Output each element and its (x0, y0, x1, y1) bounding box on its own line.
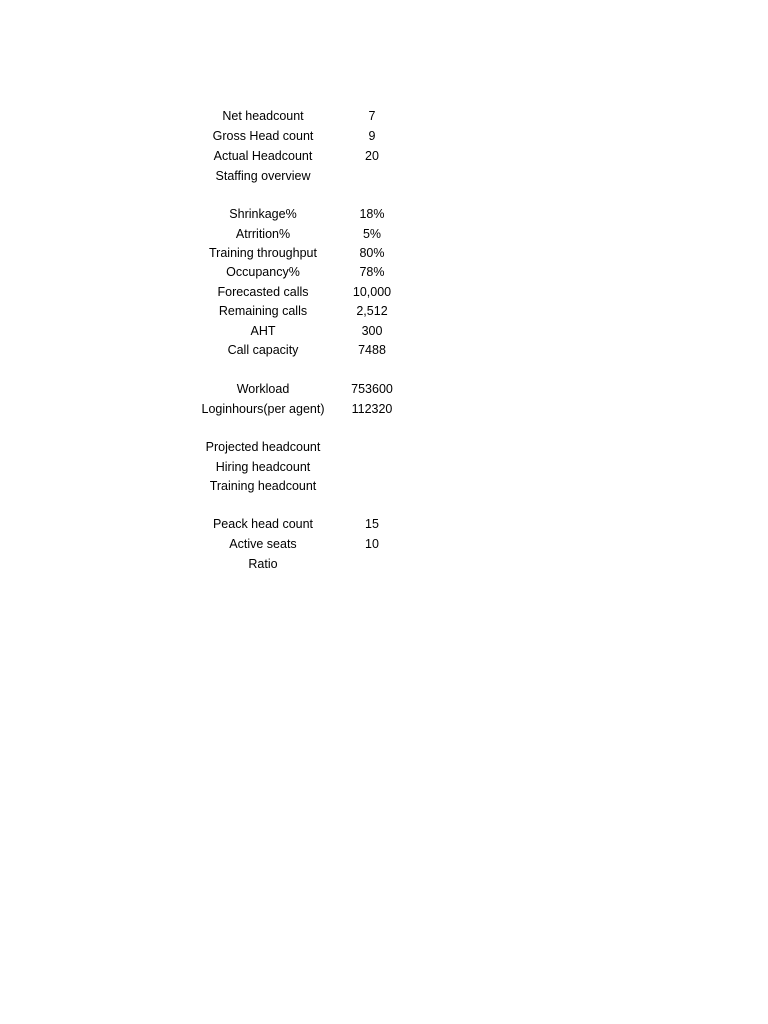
row-label: Staffing overview (215, 169, 311, 183)
row-actual-headcount (190, 146, 408, 166)
row-label: Training headcount (209, 479, 317, 493)
row-call-capacity (190, 340, 408, 360)
row-label: Peack head count (212, 517, 314, 531)
row-value: 10 (365, 537, 379, 551)
row-value: 80% (359, 246, 385, 260)
row-label: Projected headcount (205, 440, 321, 454)
row-value: 18% (359, 207, 385, 221)
row-value: 300 (361, 324, 383, 338)
row-label: Net headcount (222, 109, 304, 123)
row-label: Ratio (248, 557, 278, 571)
row-label: Occupancy% (226, 265, 300, 279)
row-label: Actual Headcount (213, 149, 313, 163)
row-label: Loginhours(per agent) (201, 402, 325, 416)
row-label: Atrrition% (235, 227, 291, 241)
row-value: 78% (359, 265, 385, 279)
row-label: Gross Head count (212, 129, 314, 143)
row-label: Training throughput (209, 246, 317, 260)
row-aht (190, 321, 408, 341)
row-label: Workload (236, 382, 290, 396)
row-hiring-headcount (190, 457, 408, 477)
row-remaining-calls (190, 301, 408, 321)
row-shrinkage (190, 204, 408, 224)
row-projected-headcount (190, 437, 408, 457)
row-label: AHT (250, 324, 276, 338)
row-value: 5% (362, 227, 382, 241)
row-value: 10,000 (352, 285, 392, 299)
row-net-headcount (190, 106, 408, 126)
row-staffing-overview (190, 166, 408, 186)
row-value: 112320 (351, 402, 393, 416)
row-label: Forecasted calls (217, 285, 309, 299)
row-peak-head-count (190, 514, 408, 534)
row-gross-head-count (190, 126, 408, 146)
row-value: 15 (365, 517, 379, 531)
row-forecasted-calls (190, 282, 408, 302)
row-active-seats (190, 534, 408, 554)
row-label: Call capacity (227, 343, 299, 357)
row-label: Shrinkage% (229, 207, 297, 221)
row-training-headcount (190, 476, 408, 496)
row-ratio (190, 554, 408, 574)
row-value: 753600 (351, 382, 393, 396)
row-label: Remaining calls (218, 304, 308, 318)
row-label: Active seats (229, 537, 297, 551)
row-workload (190, 379, 408, 399)
row-value: 7 (368, 109, 376, 123)
row-training-throughput (190, 243, 408, 263)
row-value: 9 (368, 129, 376, 143)
row-loginhours (190, 399, 408, 419)
row-attrition (190, 224, 408, 244)
row-occupancy (190, 262, 408, 282)
row-label: Hiring headcount (215, 460, 311, 474)
row-value: 20 (365, 149, 379, 163)
row-value: 7488 (358, 343, 386, 357)
row-value: 2,512 (356, 304, 388, 318)
